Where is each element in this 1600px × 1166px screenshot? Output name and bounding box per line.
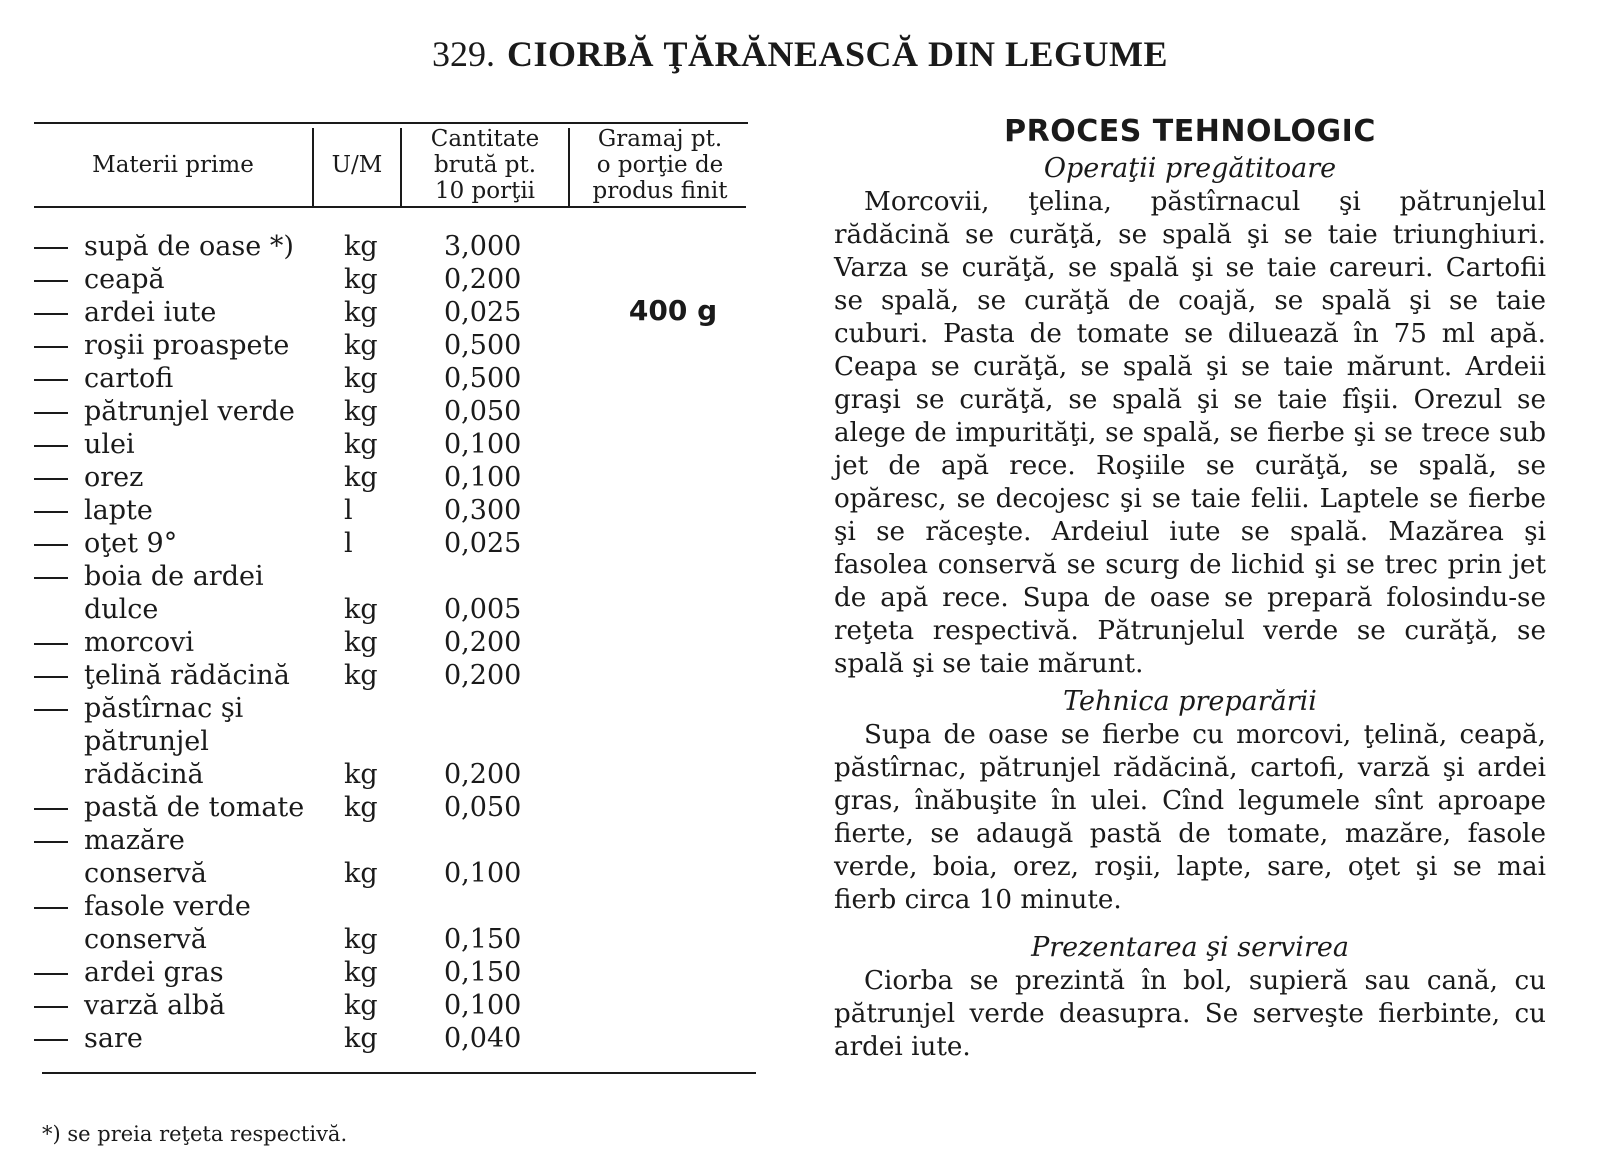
quantity: 0,100 xyxy=(444,462,522,493)
section-subtitle-preparatory: Operaţii pregătitoare xyxy=(1043,153,1337,184)
page-title xyxy=(0,30,1600,78)
unit: kg xyxy=(344,231,378,262)
table-row xyxy=(34,626,774,659)
quantity: 0,200 xyxy=(444,264,522,295)
ingredient-name: păstîrnac şi xyxy=(84,693,244,724)
table-row xyxy=(34,923,774,956)
unit: kg xyxy=(344,858,378,889)
unit: kg xyxy=(344,1023,378,1054)
table-row xyxy=(34,758,774,791)
header-portion xyxy=(570,126,750,204)
table-row xyxy=(34,230,774,263)
unit: kg xyxy=(344,957,378,988)
section-text-preparatory: Morcovii, ţelina, păstîrnacul şi pătrunjelul rădăcină se curăţă, se spală şi se taie triunghiuri. Varza se curăţă, se spală şi se taie careuri. Cartofii se spală, se curăţă de coajă, se spală şi se taie cuburi. Pasta de tomate se diluează în 75 ml apă. Ceapa se curăţă, se spală şi se taie mărunt. Ardeii graşi se curăţă, se spală şi se taie fîşii. Orezul se alege de impurităţi, se spală, se fierbe şi se trece sub jet de apă rece. Roşiile se curăţă, se spală, se opăresc, se decojesc şi se taie felii. Laptele se fierbe şi se răceşte. Ardeiul iute se spală. Mazărea şi fasolea conservă se scurg de lichid şi se trec prin jet de apă rece. Supa de oase se prepară folosindu-se reţeta respectivă. Pătrunjelul verde se curăţă, se spală şi se taie mărunt. xyxy=(834,187,1546,679)
ingredient-name: dulce xyxy=(84,594,159,625)
table-row xyxy=(34,296,774,329)
quantity: 0,100 xyxy=(444,990,522,1021)
header-gross-line: 10 porţii xyxy=(434,178,536,204)
quantity: 0,500 xyxy=(444,330,522,361)
table-row xyxy=(34,725,774,758)
ingredient-name: conservă xyxy=(84,858,207,889)
quantity: 0,025 xyxy=(444,528,522,559)
ingredient-name: mazăre xyxy=(84,825,185,856)
ingredient-name: pătrunjel verde xyxy=(84,396,295,427)
quantity: 0,005 xyxy=(444,594,522,625)
quantity: 0,100 xyxy=(444,429,522,460)
quantity: 0,200 xyxy=(444,660,522,691)
quantity: 3,000 xyxy=(444,231,522,262)
table-row xyxy=(34,692,774,725)
ingredient-name: pastă de tomate xyxy=(84,792,305,823)
section-text-serving: Ciorba se prezintă în bol, supieră sau cană, cu pătrunjel verde deasupra. Se serveşte fierbinte, cu ardei iute. xyxy=(834,966,1546,1062)
section-subtitle-technique: Tehnica preparării xyxy=(1063,686,1317,717)
section-subtitle-serving: Prezentarea şi servirea xyxy=(1031,932,1349,963)
table-row xyxy=(34,824,774,857)
header-um: U/M xyxy=(331,152,383,178)
ingredient-name: sare xyxy=(84,1023,143,1054)
table-bottom-rule xyxy=(42,1072,756,1074)
table-row xyxy=(34,890,774,923)
unit: kg xyxy=(344,429,378,460)
table-row xyxy=(34,857,774,890)
table-top-rule xyxy=(34,122,748,124)
unit: kg xyxy=(344,462,378,493)
table-row xyxy=(34,560,774,593)
ingredient-name: varză albă xyxy=(84,990,226,1021)
unit: kg xyxy=(344,396,378,427)
table-row xyxy=(34,791,774,824)
table-row xyxy=(34,395,774,428)
quantity: 0,500 xyxy=(444,363,522,394)
quantity: 0,150 xyxy=(444,924,522,955)
process-title: PROCES TEHNOLOGIC xyxy=(1004,114,1376,149)
unit: kg xyxy=(344,759,378,790)
unit: kg xyxy=(344,264,378,295)
table-row xyxy=(34,956,774,989)
ingredient-name: conservă xyxy=(84,924,207,955)
recipe-number: 329. xyxy=(431,34,495,74)
table-row xyxy=(34,461,774,494)
quantity: 0,100 xyxy=(444,858,522,889)
unit: l xyxy=(344,495,353,526)
ingredient-name: oţet 9° xyxy=(84,528,178,559)
ingredient-name: cartofi xyxy=(84,363,174,394)
ingredient-name: pătrunjel xyxy=(84,726,209,757)
recipe-name: CIORBĂ ŢĂRĂNEASCĂ DIN LEGUME xyxy=(506,34,1169,74)
unit: kg xyxy=(344,627,378,658)
table-row xyxy=(34,989,774,1022)
section-text-technique: Supa de oase se fierbe cu morcovi, ţelină, ceapă, păstîrnac, pătrunjel rădăcină, cartofi, varză şi ardei gras, înăbuşite în ulei. Cînd legumele sînt aproape fierte, se adaugă pastă de tomate, mazăre, fasole verde, boia, orez, roşii, lapte, sare, oţet şi se mai fierb circa 10 minute. xyxy=(834,720,1546,915)
ingredient-name: fasole verde xyxy=(84,891,251,922)
ingredient-name: supă de oase *) xyxy=(84,231,294,262)
header-gross-line: brută pt. xyxy=(433,152,537,178)
ingredient-name: ulei xyxy=(84,429,135,460)
ingredients-table xyxy=(34,122,774,1152)
table-row xyxy=(34,593,774,626)
unit: kg xyxy=(344,363,378,394)
ingredient-name: rădăcină xyxy=(84,759,204,790)
header-portion-line: produs finit xyxy=(592,178,728,204)
unit: kg xyxy=(344,792,378,823)
process-column xyxy=(834,112,1546,1064)
ingredient-rows xyxy=(34,230,774,1055)
header-portion-line: Gramaj pt. xyxy=(597,126,723,152)
table-row xyxy=(34,428,774,461)
ingredient-name: ţelină rădăcină xyxy=(84,660,290,691)
portion-weight: 400 g xyxy=(628,294,718,327)
unit: kg xyxy=(344,660,378,691)
ingredient-name: ceapă xyxy=(84,264,165,295)
ingredient-name: ardei gras xyxy=(84,957,224,988)
header-gross-line: Cantitate xyxy=(430,126,540,152)
quantity: 0,040 xyxy=(444,1023,522,1054)
ingredient-name: boia de ardei xyxy=(84,561,264,592)
table-row xyxy=(34,494,774,527)
table-row xyxy=(34,527,774,560)
ingredient-name: roşii proaspete xyxy=(84,330,290,361)
header-materials: Materii prime xyxy=(92,152,254,178)
header-portion-line: o porţie de xyxy=(596,152,724,178)
unit: kg xyxy=(344,594,378,625)
footnote: *) se preia reţeta respectivă. xyxy=(42,1122,348,1146)
quantity: 0,150 xyxy=(444,957,522,988)
table-row xyxy=(34,1022,774,1055)
quantity: 0,200 xyxy=(444,627,522,658)
quantity: 0,025 xyxy=(444,297,522,328)
table-row xyxy=(34,362,774,395)
quantity: 0,200 xyxy=(444,759,522,790)
table-row xyxy=(34,263,774,296)
table-header-bottom-rule xyxy=(34,206,746,208)
unit: kg xyxy=(344,297,378,328)
ingredient-name: ardei iute xyxy=(84,297,217,328)
header-gross xyxy=(402,126,568,204)
table-row xyxy=(34,659,774,692)
unit: kg xyxy=(344,330,378,361)
ingredient-name: morcovi xyxy=(84,627,195,658)
table-row xyxy=(34,329,774,362)
unit: kg xyxy=(344,924,378,955)
unit: l xyxy=(344,528,353,559)
unit: kg xyxy=(344,990,378,1021)
ingredient-name: lapte xyxy=(84,495,153,526)
quantity: 0,050 xyxy=(444,792,522,823)
ingredient-name: orez xyxy=(84,462,144,493)
quantity: 0,050 xyxy=(444,396,522,427)
quantity: 0,300 xyxy=(444,495,522,526)
